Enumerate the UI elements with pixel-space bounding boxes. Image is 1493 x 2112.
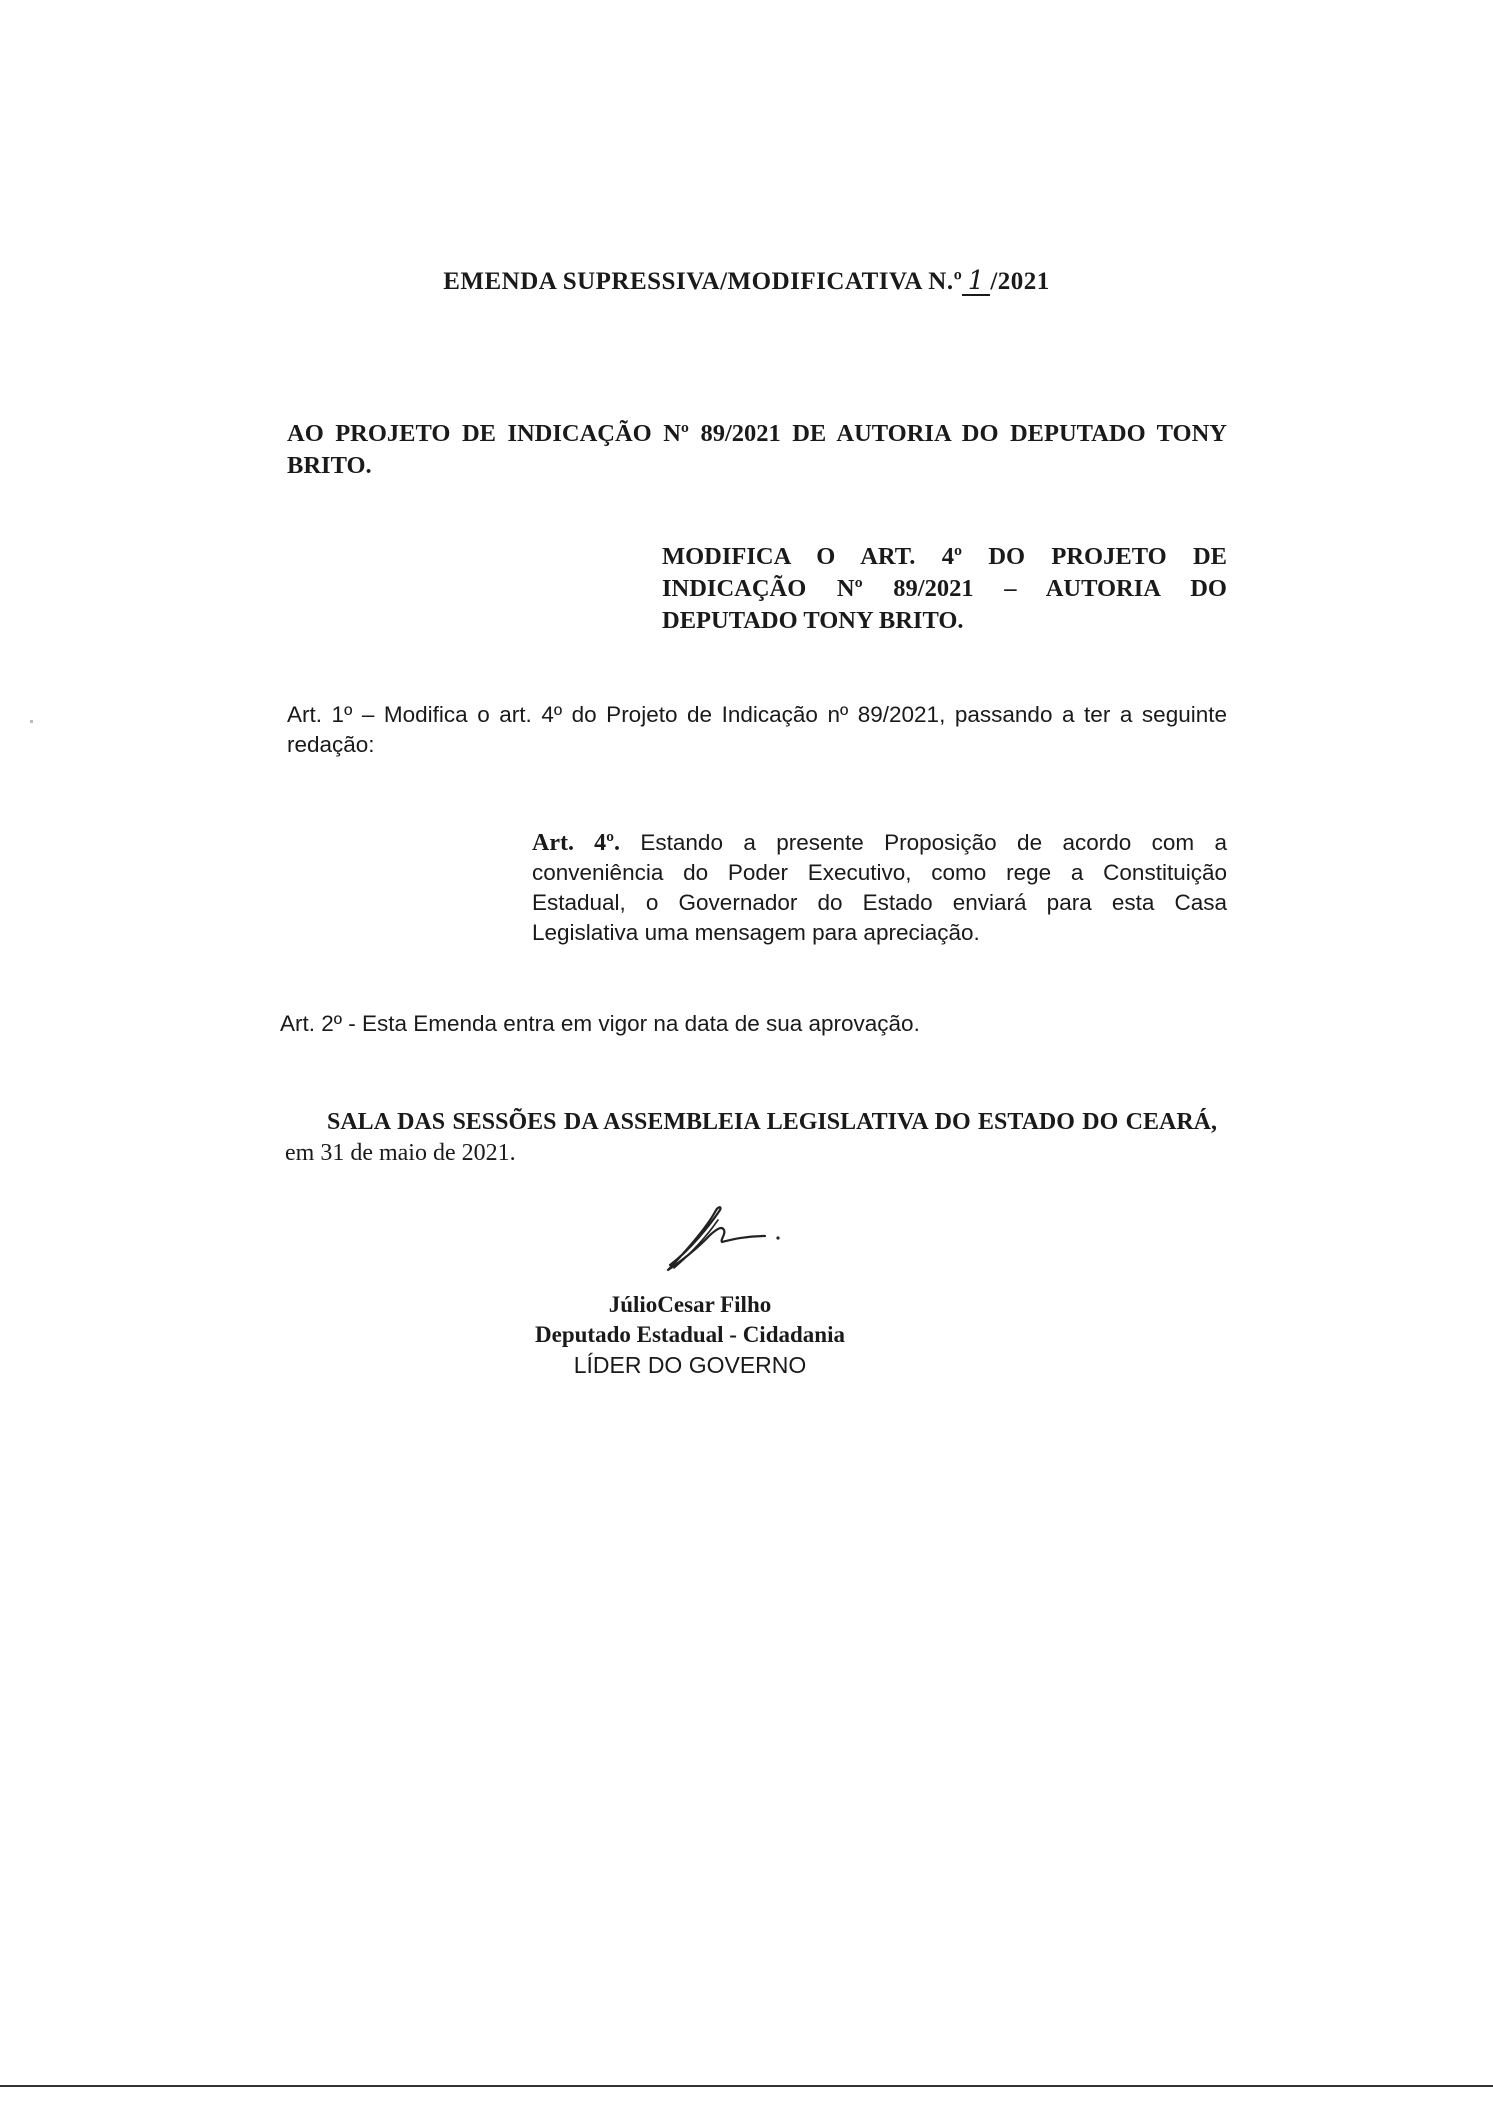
article-4-text: Estando a presente Proposição de acordo com a conveniência do Poder Executivo, como rege a Constituição Estadual, o Governador do Estado enviará para esta Casa Legislativa uma mensagem para apreciação. bbox=[532, 830, 1227, 945]
closing-statement bbox=[285, 1107, 1217, 1169]
article-4-quote bbox=[532, 828, 1227, 948]
article-2: Art. 2º - Esta Emenda entra em vigor na data de sua aprovação. bbox=[280, 1011, 920, 1036]
session-date: em 31 de maio de 2021. bbox=[285, 1140, 516, 1166]
scan-artifact bbox=[30, 720, 33, 723]
ementa: MODIFICA O ART. 4º DO PROJETO DE INDICAÇÃO Nº 89/2021 – AUTORIA DO DEPUTADO TONY BRITO. bbox=[662, 543, 1227, 634]
article-4-label: Art. 4º. bbox=[532, 830, 621, 856]
footer-divider bbox=[0, 2085, 1493, 2087]
document-title bbox=[0, 268, 1493, 296]
signatory-position: LÍDER DO GOVERNO bbox=[573, 1352, 807, 1378]
target-project: AO PROJETO DE INDICAÇÃO Nº 89/2021 DE AUTORIA DO DEPUTADO TONY BRITO. bbox=[287, 420, 1227, 479]
signatory-role: Deputado Estadual - Cidadania bbox=[535, 1322, 845, 1347]
signature-block bbox=[480, 1290, 900, 1380]
signatory-name: JúlioCesar Filho bbox=[608, 1292, 772, 1317]
article-1: Art. 1º – Modifica o art. 4º do Projeto de Indicação nº 89/2021, passando a ter a seguinte redação: bbox=[287, 702, 1227, 757]
title-number: 1 bbox=[962, 268, 990, 296]
session-place: SALA DAS SESSÕES DA ASSEMBLEIA LEGISLATIVA DO ESTADO DO CEARÁ, bbox=[327, 1109, 1217, 1135]
handwritten-signature bbox=[660, 1190, 800, 1290]
title-suffix: /2021 bbox=[990, 268, 1050, 295]
title-prefix: EMENDA SUPRESSIVA/MODIFICATIVA N.º bbox=[443, 268, 963, 295]
